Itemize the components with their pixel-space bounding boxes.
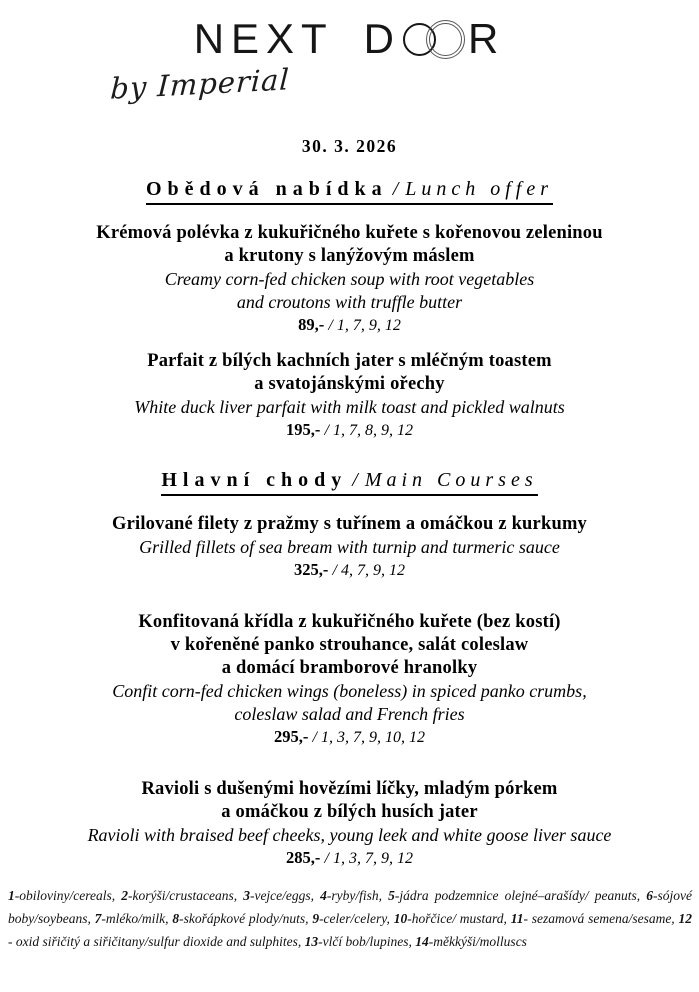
dish-name-czech [0,350,699,396]
section-heading-separator: / [352,469,360,491]
menu-item [0,611,699,749]
section-heading-text [146,178,553,205]
section-heading-english: Main Courses [364,469,538,491]
allergen-number: 3 [243,888,250,903]
dish-name-czech-line: a domácí bramborové hranolky [221,658,478,678]
dish-name-english [0,536,699,559]
dish-price-line [0,847,699,870]
dish-name-english [0,680,699,726]
dish-name-czech [0,611,699,680]
dish-price-line [0,559,699,582]
dish-price-line [0,726,699,749]
section-heading-english: Lunch offer [405,178,554,200]
allergen-item [8,888,115,903]
dish-allergens: / 1, 3, 7, 9, 12 [324,850,413,867]
dish-name-english-line: Ravioli with braised beef cheeks, young leek and white goose liver sauce [87,825,612,845]
logo-wordmark-right: R [467,15,506,62]
dish-allergens: / 1, 7, 9, 12 [328,317,401,334]
dish-allergens: / 4, 7, 9, 12 [332,562,405,579]
dish-name-czech [0,222,699,268]
dish-price: 195,- [286,420,321,439]
allergen-item [394,911,507,926]
dish-name-czech [0,513,699,536]
section-heading-czech: Hlavní chody [161,469,348,491]
allergen-text: -korýši/crustaceans, [127,888,238,903]
logo-wordmark-left: NEXT D [193,15,401,62]
logo-double-ring-icon [426,20,465,59]
allergen-number: 8 [172,911,180,926]
allergen-item [511,911,675,926]
section-heading-separator: / [392,178,401,200]
allergen-text: - oxid siřičitý a siřičitany/sulfur dioxide and sulphites, [8,934,302,949]
dish-name-english-line: Grilled fillets of sea bream with turnip and turmeric sauce [139,537,560,557]
dish-price: 325,- [294,560,329,579]
dish-name-english-line: Confit corn-fed chicken wings (boneless) in spiced panko crumbs, [112,681,587,701]
dish-price-line [0,314,699,337]
allergen-text: -jádra podzemnice olejné–arašídy/ peanuts, [394,888,641,903]
allergen-item [312,911,390,926]
dish-name-english [0,824,699,847]
restaurant-logo [0,15,699,106]
allergen-item [243,888,314,903]
dish-name-czech-line: a omáčkou z bílých husích jater [221,802,478,822]
allergen-item [172,911,308,926]
section-lunch-offer [0,178,699,442]
allergen-text: - sezamová semena/sesame, [523,911,675,926]
dish-name-czech [0,778,699,824]
allergen-item [388,888,640,903]
dish-name-czech-line: Konfitovaná křídla z kukuřičného kuřete (bez kostí) [138,612,561,632]
allergen-number: 13 [304,934,319,949]
menu-date: 30. 3. 2026 [301,136,398,156]
allergen-text: -ryby/fish, [326,888,383,903]
allergen-number: 2 [121,888,128,903]
allergen-number: 1 [8,888,15,903]
logo-tagline: by Imperial [109,62,291,106]
allergen-text: -skořápkové plody/nuts, [179,911,309,926]
allergen-text: -vejce/eggs, [249,888,315,903]
dish-name-english [0,396,699,419]
allergen-item [95,911,169,926]
allergen-number: 14 [415,934,429,949]
dish-name-czech-line: Parfait z bílých kachních jater s mléčným toastem [147,351,552,371]
dish-name-english [0,268,699,314]
allergen-number: 12 [678,911,692,926]
section-main-courses [0,469,699,870]
allergen-text: -měkkýši/molluscs [428,934,527,949]
allergen-number: 4 [320,888,327,903]
allergen-number: 11 [510,911,524,926]
section-heading [0,178,699,205]
dish-name-czech-line: v kořeněné panko strouhance, salát coleslaw [170,635,529,655]
menu-item [0,350,699,442]
section-heading [0,469,699,496]
allergen-text: -vlčí bob/lupines, [318,934,412,949]
allergen-number: 10 [393,911,408,926]
menu-item [0,513,699,582]
dish-name-english-line: and croutons with truffle butter [236,292,463,312]
section-heading-czech: Obědová nabídka [145,178,388,200]
dish-price: 89,- [298,315,325,334]
allergen-text: -obiloviny/cereals, [14,888,116,903]
dish-price-line [0,419,699,442]
allergen-legend [8,884,692,953]
allergen-text: -celer/celery, [319,911,390,926]
dish-price: 295,- [274,727,309,746]
dish-name-czech-line: a svatojánskými ořechy [254,374,445,394]
allergen-text: -hořčice/ mustard, [407,911,507,926]
dish-name-czech-line: Ravioli s dušenými hovězími líčky, mladým pórkem [141,779,558,799]
dish-name-czech-line: a krutony s lanýžovým máslem [224,246,475,266]
logo-wordmark [0,16,699,62]
allergen-text: -mléko/milk, [101,911,169,926]
dish-name-czech-line: Krémová polévka z kukuřičného kuřete s kořenovou zeleninou [96,223,603,243]
dish-allergens: / 1, 3, 7, 9, 10, 12 [312,729,425,746]
allergen-item [305,934,412,949]
allergen-item [320,888,382,903]
dish-allergens: / 1, 7, 8, 9, 12 [324,422,413,439]
dish-name-english-line: Creamy corn-fed chicken soup with root vegetables [164,269,535,289]
allergen-number: 9 [312,911,320,926]
dish-name-english-line: coleslaw salad and French fries [234,704,465,724]
menu-item [0,222,699,337]
dish-price: 285,- [286,848,321,867]
allergen-text: -sójové boby/soybeans, [8,888,692,926]
section-heading-text [161,469,537,496]
allergen-item [415,934,527,949]
dish-name-czech-line: Grilované filety z pražmy s tuřínem a omáčkou z kurkumy [112,514,587,534]
allergen-number: 6 [646,888,654,903]
allergen-number: 7 [94,911,102,926]
menu-item [0,778,699,870]
allergen-number: 5 [388,888,395,903]
dish-name-english-line: White duck liver parfait with milk toast and pickled walnuts [134,397,565,417]
allergen-item [121,888,237,903]
